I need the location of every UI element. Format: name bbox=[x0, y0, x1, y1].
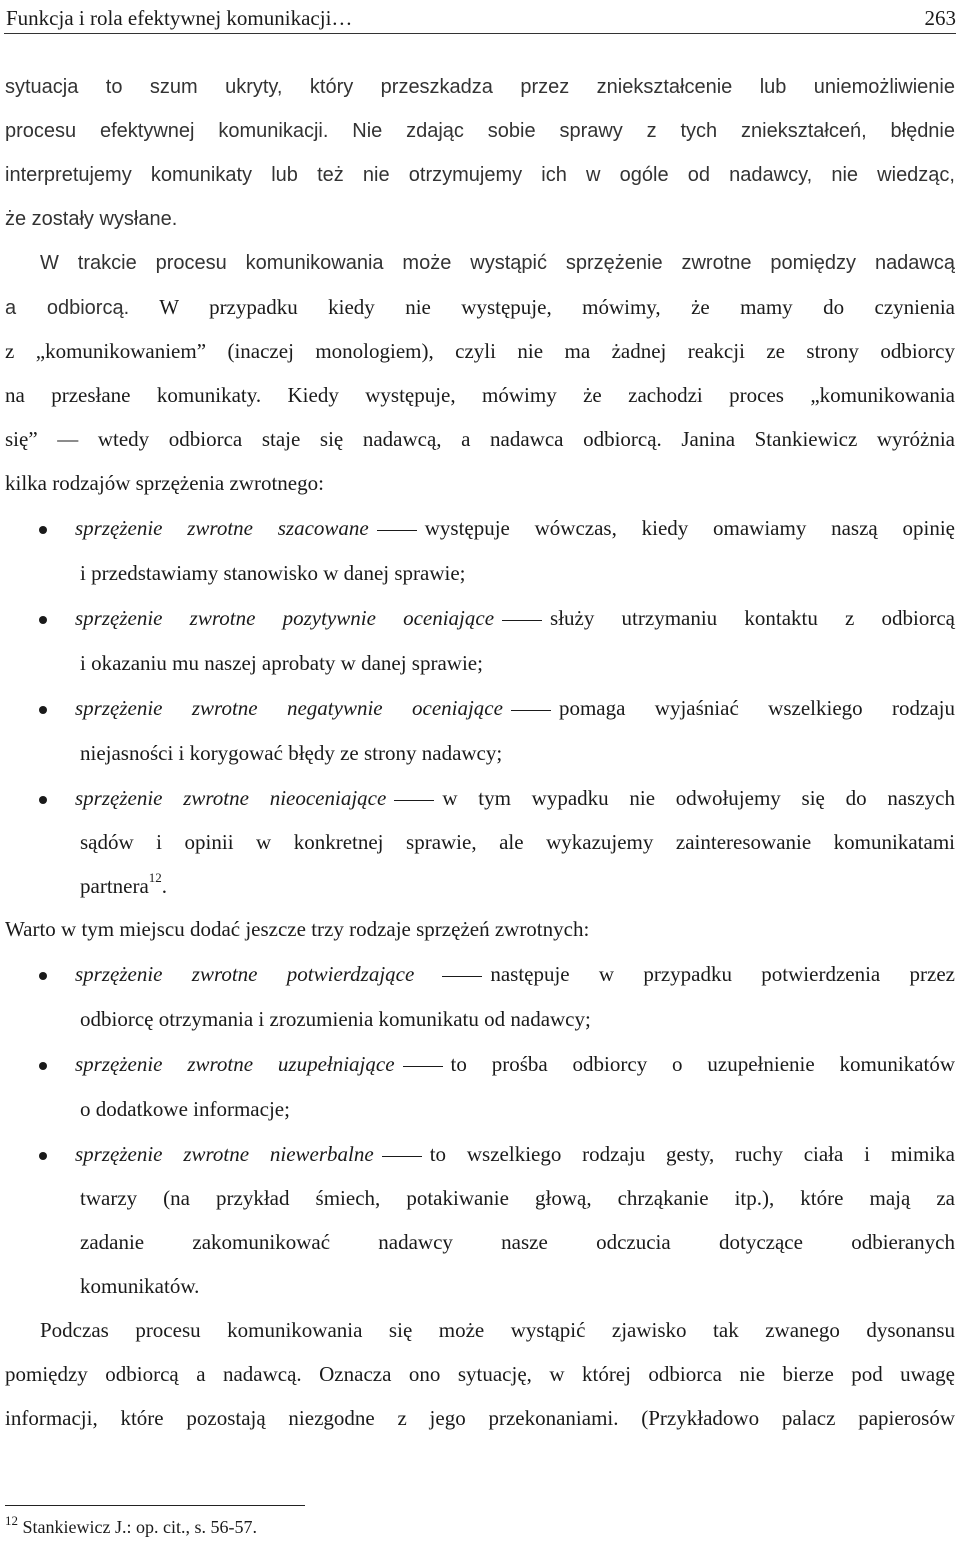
footnote-divider bbox=[5, 1505, 305, 1506]
list-item-line bbox=[75, 1142, 955, 1167]
bullet-icon bbox=[39, 796, 47, 804]
paragraph-line: informacji, które pozostają niezgodne z jego przekonaniami. (Przykładowo palacz papierosów bbox=[5, 1406, 955, 1430]
list-item-term: sprzężenie zwrotne pozytywnie oceniające bbox=[75, 606, 495, 630]
paragraph-line: Podczas procesu komunikowania się może wystąpić zjawisko tak zwanego dysonansu bbox=[40, 1318, 955, 1342]
list-item-line bbox=[80, 870, 955, 899]
list-item-line bbox=[75, 786, 955, 811]
running-header bbox=[4, 0, 956, 34]
bullet-icon bbox=[39, 1152, 47, 1160]
bullet-icon bbox=[39, 706, 47, 714]
list-item-text: w tym wypadku nie odwołujemy się do naszych bbox=[442, 786, 955, 810]
dash-icon bbox=[403, 1066, 443, 1067]
paragraph-line: się” — wtedy odbiorca staje się nadawcą, a nadawca odbiorcą. Janina Stankiewicz wyróżnia bbox=[5, 427, 955, 451]
list-item-text: występuje wówczas, kiedy omawiamy naszą opinię bbox=[424, 516, 955, 540]
list-item-text: . bbox=[161, 874, 168, 898]
list-item-term: sprzężenie zwrotne uzupełniające bbox=[75, 1052, 395, 1076]
dash-icon bbox=[382, 1156, 422, 1157]
list-item-line bbox=[75, 1052, 955, 1077]
list-item-line: odbiorcę otrzymania i zrozumienia komunikatu od nadawcy; bbox=[80, 1007, 591, 1031]
list-item-text: to wszelkiego rodzaju gesty, ruchy ciała i mimika bbox=[429, 1142, 955, 1166]
list-item-line bbox=[75, 606, 955, 631]
dash-icon bbox=[394, 800, 434, 801]
list-item-term: sprzężenie zwrotne potwierdzające bbox=[75, 962, 415, 986]
running-title: Funkcja i rola efektywnej komunikacji… bbox=[6, 6, 353, 30]
paragraph-line: na przesłane komunikaty. Kiedy występuje, mówimy że zachodzi proces „komunikowania bbox=[5, 383, 955, 407]
paragraph-line: interpretujemy komunikaty lub też nie otrzymujemy ich w ogóle od nadawcy, nie wiedząc, bbox=[5, 164, 955, 186]
list-item-line: komunikatów. bbox=[80, 1274, 200, 1298]
list-item-line: twarzy (na przykład śmiech, potakiwanie głową, chrząkanie itp.), które mają za bbox=[80, 1186, 955, 1210]
list-item-term: sprzężenie zwrotne szacowane bbox=[75, 516, 369, 540]
list-item-line bbox=[75, 962, 955, 987]
paragraph-line: kilka rodzajów sprzężenia zwrotnego: bbox=[5, 471, 324, 495]
list-item-line bbox=[75, 696, 955, 721]
list-item-line: sądów i opinii w konkretnej sprawie, ale wykazujemy zainteresowanie komunikatami bbox=[80, 830, 955, 854]
list-item-line bbox=[75, 516, 955, 541]
list-intro: Warto w tym miejscu dodać jeszcze trzy rodzaje sprzężeń zwrotnych: bbox=[5, 917, 590, 941]
dash-icon bbox=[442, 976, 482, 977]
bullet-icon bbox=[39, 972, 47, 980]
paragraph-line: pomiędzy odbiorcą a nadawcą. Oznacza ono sytuację, w której odbiorca nie bierze pod uwagę bbox=[5, 1362, 955, 1386]
bullet-icon bbox=[39, 616, 47, 624]
paragraph-line: procesu efektywnej komunikacji. Nie zdając sobie sprawy z tych zniekształceń, błędnie bbox=[5, 120, 955, 142]
list-item-text: partnera bbox=[80, 874, 149, 898]
list-item-text: następuje w przypadku potwierdzenia przez bbox=[490, 962, 955, 986]
list-item-term: sprzężenie zwrotne niewerbalne bbox=[75, 1142, 374, 1166]
list-item-line: zadanie zakomunikować nadawcy nasze odczucia dotyczące odbieranych bbox=[80, 1230, 955, 1254]
paragraph-line: z „komunikowaniem” (inaczej monologiem), czyli nie ma żadnej reakcji ze strony odbiorcy bbox=[5, 339, 955, 363]
page-number: 263 bbox=[924, 6, 956, 30]
list-item-line: niejasności i korygować błędy ze strony nadawcy; bbox=[80, 741, 503, 765]
bullet-icon bbox=[39, 526, 47, 534]
paragraph-fragment: a odbiorcą. bbox=[5, 297, 130, 319]
list-item-line: i przedstawiamy stanowisko w danej sprawie; bbox=[80, 561, 466, 585]
footnote-ref[interactable]: 12 bbox=[148, 870, 162, 885]
paragraph-line bbox=[5, 295, 955, 320]
list-item-term: sprzężenie zwrotne negatywnie oceniające bbox=[75, 696, 503, 720]
dash-icon bbox=[502, 620, 542, 621]
list-item-text: służy utrzymaniu kontaktu z odbiorcą bbox=[550, 606, 956, 630]
list-item-term: sprzężenie zwrotne nieoceniające bbox=[75, 786, 387, 810]
list-item-line: i okazaniu mu naszej aprobaty w danej sprawie; bbox=[80, 651, 483, 675]
list-item-text: pomaga wyjaśniać wszelkiego rodzaju bbox=[558, 696, 955, 720]
paragraph-line: że zostały wysłane. bbox=[5, 208, 178, 230]
paragraph-fragment: W przypadku kiedy nie występuje, mówimy, że mamy do czynienia bbox=[129, 295, 955, 319]
paragraph-line: sytuacja to szum ukryty, który przeszkadza przez zniekształcenie lub uniemożliwienie bbox=[5, 76, 955, 98]
footnote-text: Stankiewicz J.: op. cit., s. 56-57. bbox=[18, 1517, 257, 1537]
paragraph-line: W trakcie procesu komunikowania może wystąpić sprzężenie zwrotne pomiędzy nadawcą bbox=[40, 252, 955, 274]
footnote-number: 12 bbox=[5, 1513, 18, 1528]
footnote bbox=[5, 1513, 257, 1538]
bullet-icon bbox=[39, 1062, 47, 1070]
list-item-text: to prośba odbiorcy o uzupełnienie komunikatów bbox=[450, 1052, 956, 1076]
dash-icon bbox=[511, 710, 551, 711]
dash-icon bbox=[377, 530, 417, 531]
list-item-line: o dodatkowe informacje; bbox=[80, 1097, 290, 1121]
